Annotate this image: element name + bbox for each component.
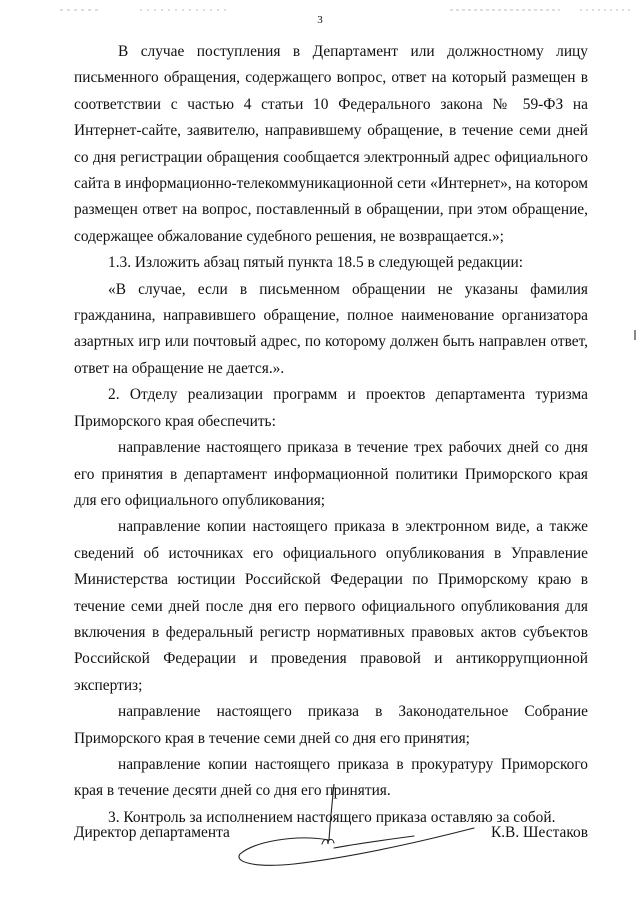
paragraph-publication: направление настоящего приказа в течение трех рабочих дней со дня его принятия в департамент информационной политики Приморского края для его официального опубликования; bbox=[74, 439, 588, 509]
paragraph-complaint-response: В случае поступления в Департамент или должностному лицу письменного обращения, содержащего вопрос, ответ на который размещен в соответствии с частью 4 статьи 10 Федерального закона № 59-ФЗ на Интернет-сайте, заявителю, направившему обращение, в течение семи дней со дня регистрации обращения сообщается электронный адрес официального сайта в информационно-телекоммуникационной сети «Интернет», на котором размещен ответ на вопрос, поставленный в обращении, при этом обращение, содержащее обжалование судебного решения, не возвращается.»; bbox=[74, 43, 588, 245]
signatory-position: Директор департамента bbox=[74, 824, 230, 841]
paragraph-prosecutor: направление копии настоящего приказа в прокуратуру Приморского края в течение десяти дней со дня его принятия. bbox=[74, 755, 588, 800]
paragraph-quote-no-surname: «В случае, если в письменном обращении не указаны фамилия гражданина, направившего обращение, полное наименование организатора азартных игр или почтовый адрес, по которому должен быть направлен ответ, ответ на обращение не дается.». bbox=[74, 280, 588, 377]
page-number: 3 bbox=[317, 14, 323, 26]
document-body bbox=[74, 39, 588, 831]
scan-edge-marks bbox=[0, 0, 640, 6]
handwritten-signature bbox=[234, 784, 484, 884]
paragraph-3-control: 3. Контроль за исполнением настоящего приказа оставляю за собой. bbox=[108, 808, 556, 826]
paragraph-legislative-assembly: направление настоящего приказа в Законодательное Собрание Приморского края в течение семи дней со дня его принятия; bbox=[74, 703, 588, 747]
paragraph-justice-ministry: направление копии настоящего приказа в электронном виде, а также сведений об источниках его официального опубликования в Управление Министерства юстиции Российской Федерации по Приморскому краю в течение семи дней после дня его первого официального опубликования для включения в федеральный регистр нормативных правовых актов субъектов Российской Федерации и проведения правовой и антикоррупционной экспертиз; bbox=[74, 518, 588, 694]
signature-block bbox=[74, 822, 588, 872]
paragraph-1-3: 1.3. Изложить абзац пятый пункта 18.5 в следующей редакции: bbox=[108, 254, 524, 272]
margin-mark bbox=[634, 330, 636, 340]
signatory-name: К.В. Шестаков bbox=[490, 824, 588, 841]
paragraph-2: 2. Отделу реализации программ и проектов департамента туризма Приморского края обеспечить: bbox=[74, 386, 588, 430]
